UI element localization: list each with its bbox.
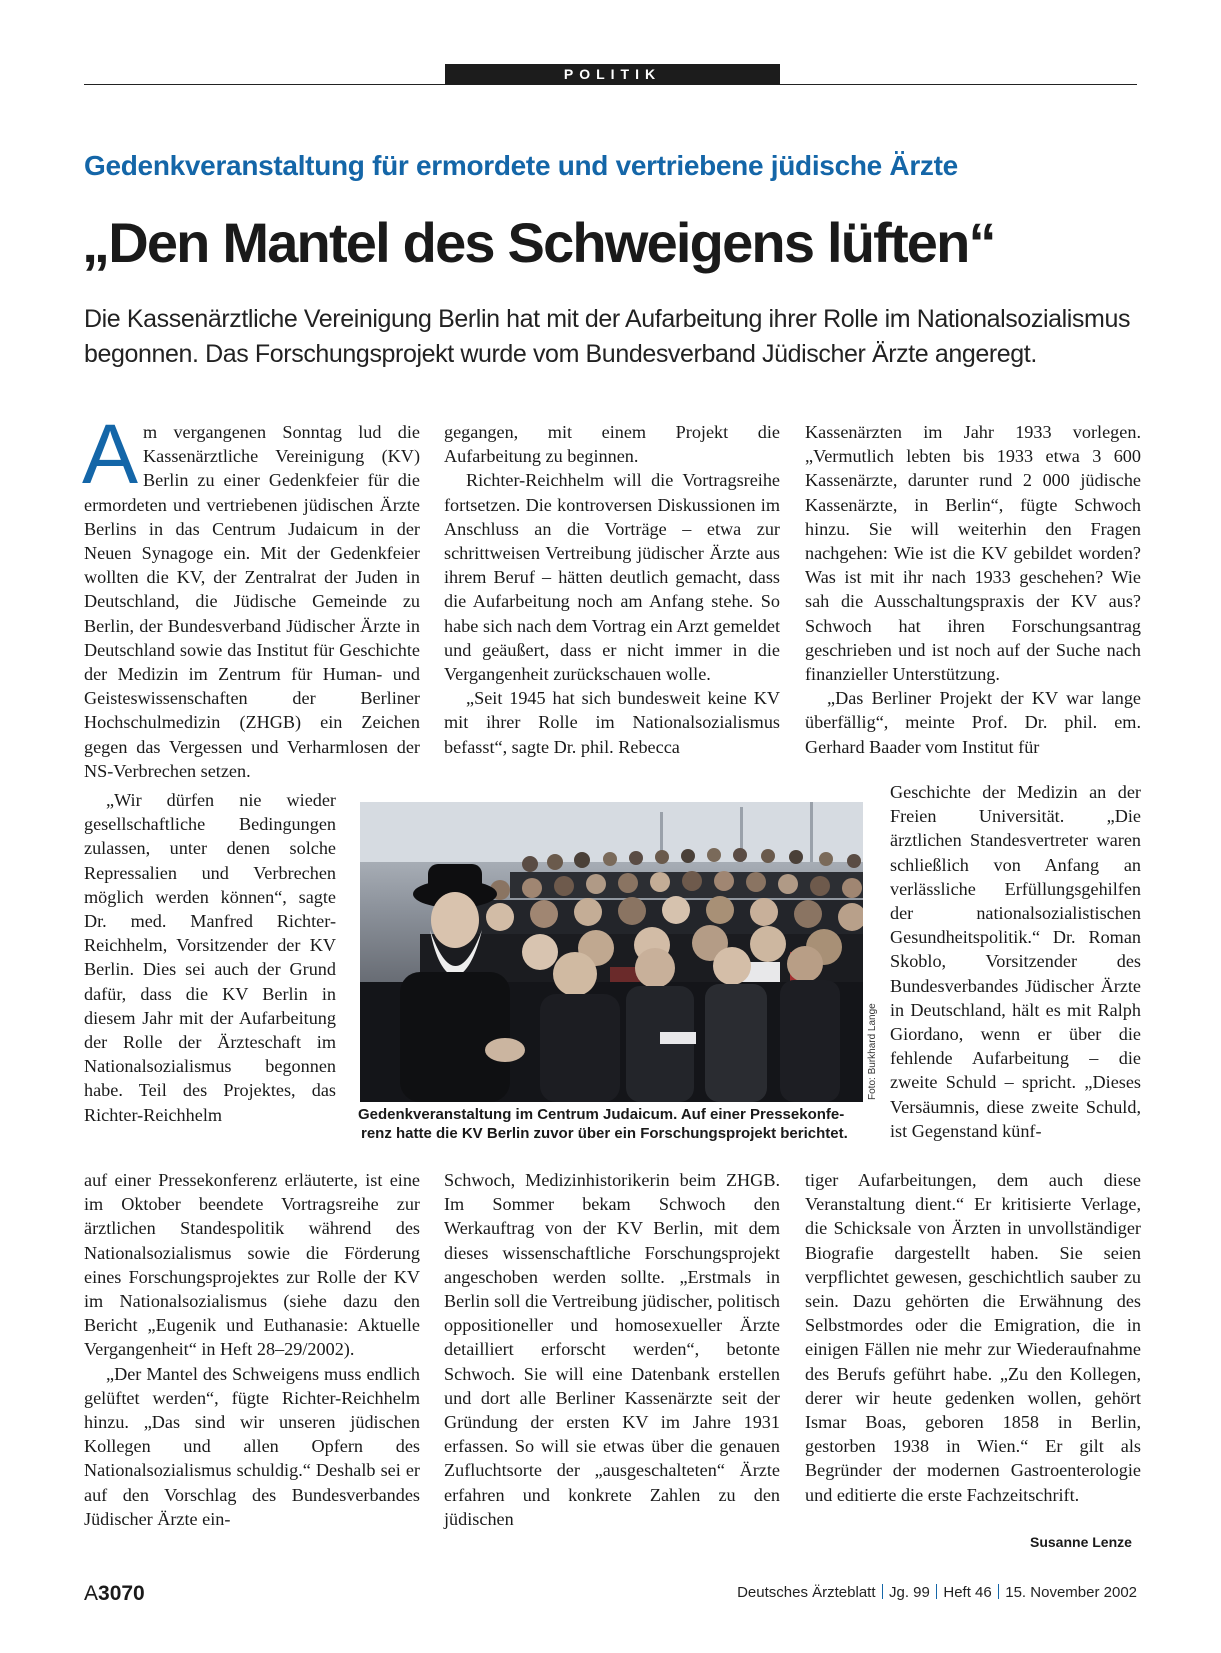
journal-name: Deutsches Ärzteblatt [737,1584,876,1601]
paragraph: „Seit 1945 hat sich bundesweit keine KV mit ihrer Rolle im Nationalsozialismus befasst“, sagte Dr. phil. Rebecca [444,688,780,757]
event-photo [360,802,863,1102]
paragraph: „Der Mantel des Schweigens muss endlich gelüftet werden“, fügte Richter-Reichhelm hinzu. „Das sind wir unseren jüdischen Kollegen und allen Opfern des Nationalsozialismus schuldig.“ Deshalb sei er auf den Vorschlag des Bundesverbandes Jüdischer Ärzte ein- [84,1363,420,1529]
photo-credit [863,1000,883,1100]
section-rubric: POLITIK [445,64,780,85]
paragraph: Kassenärzten im Jahr 1933 vorlegen. „Vermutlich lebten bis 1933 etwa 3 600 Kassenärzte, darunter rund 2 000 jüdische Kassenärzte, in Berlin“, fügte Schwoch hinzu. Sie will weiterhin den Fragen nachgehen: Wie ist die KV gebildet worden? Was ist mit ihr nach 1933 geschehen? Wie sah die Ausschaltungspraxis der KV aus? Schwoch hat ihren Forschungsantrag geschrieben und ist noch auf der Suche nach finanzieller Unterstützung. [805,422,1141,685]
separator [882,1584,884,1599]
photo-credit-text: Foto: Burkhard Lange [867,1003,878,1100]
paragraph: „Wir dürfen nie wieder gesellschaftliche Bedingungen zulassen, unter denen solche Repressalien und Verbrechen möglich werden können“, sagte Dr. med. Manfred Richter-Reichhelm, Vorsitzender der KV Berlin. Dies sei auch der Grund dafür, dass die KV Berlin in diesem Jahr mit der Aufarbeitung der Rolle der Ärzteschaft im Nationalsozialismus begonnen habe. Teil des Projektes, das Richter-Reichhelm [84,790,336,1125]
separator [936,1584,938,1599]
paragraph: tiger Aufarbeitungen, dem auch diese Veranstaltung dient.“ Er kritisierte Verlage, die Schicksale von Ärzten in unvollständiger Biografie dargestellt haben. Sie seien verpflichtet gewesen, geschichtlich sauber zu sein. Dazu gehörten die Erwähnung des Selbstmordes oder die Emigration, die in einigen Fällen nie mehr zur Wiederaufnahme des Berufs geführt habe. „Zu den Kollegen, derer wir heute gedenken wollen, gehört Ismar Boas, geboren 1858 in Berlin, gestorben 1938 in Wien.“ Er gilt als Begründer der modernen Gastroenterologie und editierte die erste Fachzeitschrift. [805,1170,1141,1505]
journal-info [737,1584,1137,1601]
caption-line: renz hatte die KV Berlin zuvor über ein Forschungsprojekt berichtet. [361,1125,848,1142]
column-3-bottom [805,1168,1141,1507]
column-3-middle [890,780,1141,1143]
column-3-top [805,420,1141,759]
column-2-bottom [444,1168,780,1531]
paragraph-text: m vergangenen Sonntag lud die Kassenärztliche Vereinigung (KV) Berlin zu einer Gedenkfeier für die ermordeten und vertriebenen jüdischen Ärzte Berlins in das Centrum Judaicum in der Neuen Synagoge ein. Mit der Gedenkfeier wollten die KV, der Zentralrat der Juden in Deutschland, die Jüdische Gemeinde zu Berlin, der Bundesverband Jüdischer Ärzte in Deutschland sowie das Institut für Geschichte der Medizin im Zentrum für Human- und Geisteswissenschaften der Berliner Hochschulmedizin (ZHGB) ein Zeichen gegen das Vergessen und Verharmlosen der NS-Verbrechen setzen. [84,422,420,781]
photo-caption [358,1105,868,1143]
paragraph [82,407,420,783]
caption-line: Gedenkveranstaltung im Centrum Judaicum. Auf einer Pressekonfe- [358,1106,845,1123]
column-1-top [82,407,420,783]
page-number [84,1582,145,1606]
article-lead: Die Kassenärztliche Vereinigung Berlin hat mit der Aufarbeitung ihrer Rolle im Nationalsozialismus begonnen. Das Forschungsprojekt wurde vom Bundesverband Jüdischer Ärzte angeregt. [84,305,1131,368]
page-prefix: A [84,1582,99,1605]
paragraph: „Das Berliner Projekt der KV war lange überfällig“, meinte Prof. Dr. phil. em. Gerhard Baader vom Institut für [805,688,1141,757]
paragraph: gegangen, mit einem Projekt die Aufarbeitung zu beginnen. [444,422,780,467]
column-2-top [444,420,780,759]
journal-date: 15. November 2002 [1005,1584,1137,1601]
author-byline: Susanne Lenze [1030,1534,1132,1550]
drop-cap: A [82,407,139,501]
column-1-middle [84,788,336,1127]
paragraph: Geschichte der Medizin an der Freien Universität. „Die ärztlichen Standesvertreter waren schließlich von Anfang an verlässliche Erfüllungsgehilfen der nationalsozialistischen Gesundheitspolitik.“ Dr. Roman Skoblo, Vorsitzender des Bundesverbandes Jüdischer Ärzte in Deutschland, hält es mit Ralph Giordano, wenn er über die fehlende Aufarbeitung – die zweite Schuld – spricht. „Dieses Versäumnis, diese zweite Schuld, ist Gegenstand künf- [890,782,1141,1141]
journal-volume: Jg. 99 [889,1584,930,1601]
article-kicker: Gedenkveranstaltung für ermordete und vertriebene jüdische Ärzte [84,150,958,181]
paragraph: Richter-Reichhelm will die Vortragsreihe fortsetzen. Die kontroversen Diskussionen im Anschluss an die Vorträge – etwa zur schrittweisen Vertreibung jüdischer Ärzte aus ihrem Beruf – hätten deutlich gemacht, dass die Aufarbeitung noch am Anfang stehe. So habe sich nach dem Vortrag ein Arzt gemeldet und geäußert, dass er nicht immer in die Vergangenheit zurückschauen wolle. [444,470,780,685]
separator [998,1584,1000,1599]
journal-issue: Heft 46 [943,1584,992,1601]
article-headline: „Den Mantel des Schweigens lüften“ [82,211,995,274]
paragraph: Schwoch, Medizinhistorikerin beim ZHGB. Im Sommer bekam Schwoch den Werkauftrag von der KV Berlin, mit dem dieses wissenschaftliche Forschungsprojekt angeschoben werden sollte. „Erstmals in Berlin soll die Vertreibung jüdischer, politisch oppositioneller und homosexueller Ärzte detailliert erforscht werden“, betonte Schwoch. Sie will eine Datenbank erstellen und dort alle Berliner Kassenärzte seit der Gründung der ersten KV im Jahre 1931 erfassen. So will sie etwas über die genauen Zufluchtsorte der „ausgeschalteten“ Ärzte erfahren und konkrete Zahlen zu den jüdischen [444,1170,780,1529]
page-number-value: 3070 [98,1582,145,1605]
paragraph: auf einer Pressekonferenz erläuterte, ist eine im Oktober beendete Vortragsreihe zur ärztlichen Standespolitik während des Nationalsozialismus sowie die Förderung eines Forschungsprojektes zur Rolle der KV im Nationalsozialismus (siehe dazu den Bericht „Eugenik und Euthanasie: Aktuelle Vergangenheit“ in Heft 28–29/2002). [84,1170,420,1360]
column-1-bottom [84,1168,420,1531]
